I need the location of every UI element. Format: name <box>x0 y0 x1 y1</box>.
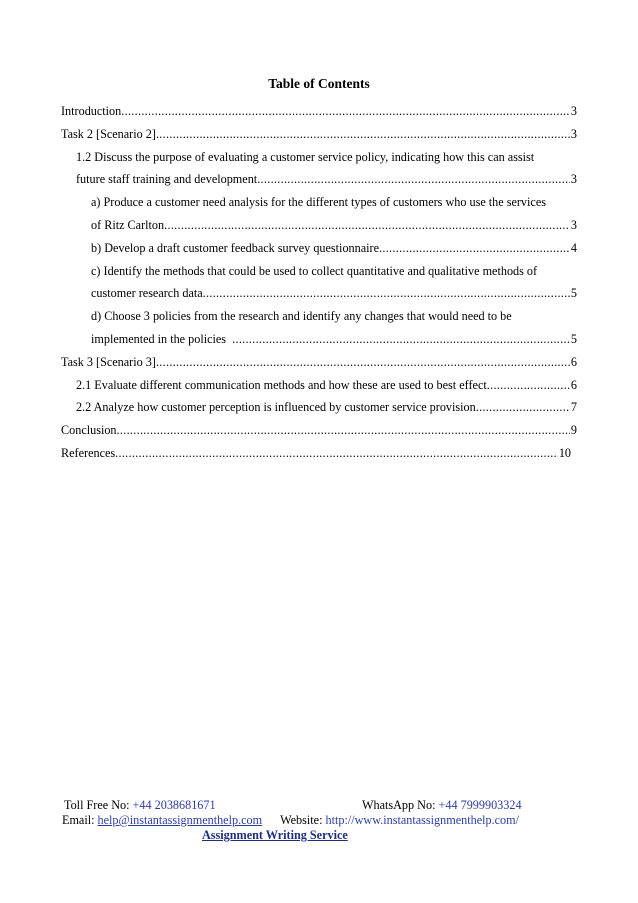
footer-contact-row <box>62 813 582 828</box>
page-title: Table of Contents <box>268 76 370 91</box>
toc-entry-references[interactable] <box>61 446 571 469</box>
toc-page-number: 5 <box>570 331 577 346</box>
toc-page-number: 7 <box>570 400 577 415</box>
toc-entry-label: Introduction <box>61 104 122 118</box>
toc-entry-label: 2.1 Evaluate different communication methods and how these are used to best effect <box>76 377 487 392</box>
leader-dots <box>115 446 558 461</box>
toc-entry-label: Task 3 [Scenario 3] <box>61 354 156 369</box>
toc-entry-label: customer research data <box>91 286 203 301</box>
footer-phone-row <box>62 798 582 813</box>
toc-entry-introduction[interactable] <box>61 104 577 127</box>
toc-entry-d-line1[interactable]: d) Choose 3 policies from the research and identify any changes that would need to be <box>91 309 512 324</box>
toc-entry-task-3[interactable] <box>61 355 577 378</box>
whatsapp-number[interactable]: +44 7999903324 <box>438 798 522 812</box>
toc-page-number: 9 <box>570 423 577 438</box>
toc-page-number: 5 <box>570 286 577 301</box>
leader-dots <box>203 286 570 301</box>
email-label: Email: <box>62 813 98 827</box>
toc-entry-label: Conclusion <box>61 423 117 438</box>
toc-entry-label: Task 2 [Scenario 2] <box>61 126 156 141</box>
leader-dots <box>257 172 570 187</box>
toc-entry-label: implemented in the policies <box>91 331 233 346</box>
website-link[interactable]: http://www.instantassignmenthelp.com/ <box>325 813 520 827</box>
assignment-writing-service-link[interactable]: Assignment Writing Service <box>202 828 348 842</box>
page-footer <box>62 798 582 843</box>
leader-dots <box>379 241 570 256</box>
toc-page-number: 3 <box>570 126 577 141</box>
toc-entry-a-line1[interactable]: a) Produce a customer need analysis for the different types of customers who use the services <box>91 195 546 210</box>
whatsapp-label: WhatsApp No: <box>362 798 439 812</box>
toc-page-number: 3 <box>570 172 577 187</box>
toc-entry-label: b) Develop a draft customer feedback survey questionnaire <box>91 240 379 255</box>
leader-dots <box>164 218 570 233</box>
toc-page-number: 4 <box>570 240 577 255</box>
toc-entry-b[interactable] <box>61 241 577 264</box>
toc-entry-task-2[interactable] <box>61 127 577 150</box>
toc-page-number: 6 <box>570 377 577 392</box>
leader-dots <box>476 400 570 415</box>
toc-entry-1-2[interactable] <box>61 172 577 195</box>
toc-page-number: 3 <box>570 104 577 118</box>
leader-dots <box>156 355 570 370</box>
leader-dots <box>117 423 570 438</box>
toc-entry-label: 2.2 Analyze how customer perception is influenced by customer service provision <box>76 400 476 415</box>
toc-entry-label: of Ritz Carlton <box>91 217 165 232</box>
toc-entry-2-1[interactable] <box>61 378 577 401</box>
table-of-contents <box>61 104 577 469</box>
leader-dots <box>232 332 570 347</box>
toc-entry-label: future staff training and development <box>76 172 258 187</box>
toc-entry-2-2[interactable] <box>61 400 577 423</box>
website-label: Website: <box>280 813 326 827</box>
toll-free-info <box>64 798 216 813</box>
toc-entry-conclusion[interactable] <box>61 423 577 446</box>
toc-page-number: 3 <box>570 217 577 232</box>
toc-entry-d[interactable] <box>61 332 577 355</box>
email-link[interactable]: help@instantassignmenthelp.com <box>97 813 263 827</box>
toc-entry-label: References <box>61 445 116 460</box>
toll-free-label: Toll Free No: <box>64 798 133 812</box>
leader-dots <box>487 378 570 393</box>
toll-free-number[interactable]: +44 2038681671 <box>132 798 216 812</box>
whatsapp-info <box>362 798 522 813</box>
toc-entry-c-line1[interactable]: c) Identify the methods that could be used to collect quantitative and qualitative methods of <box>91 263 538 278</box>
toc-page-number: 6 <box>570 354 577 369</box>
toc-entry-c[interactable] <box>61 286 577 309</box>
toc-entry-a[interactable] <box>61 218 577 241</box>
toc-page-number: 10 <box>558 445 571 460</box>
leader-dots <box>121 104 570 119</box>
leader-dots <box>156 127 570 142</box>
footer-service-row <box>62 828 582 843</box>
toc-entry-1-2-line1[interactable]: 1.2 Discuss the purpose of evaluating a customer service policy, indicating how this can assist <box>76 149 535 164</box>
